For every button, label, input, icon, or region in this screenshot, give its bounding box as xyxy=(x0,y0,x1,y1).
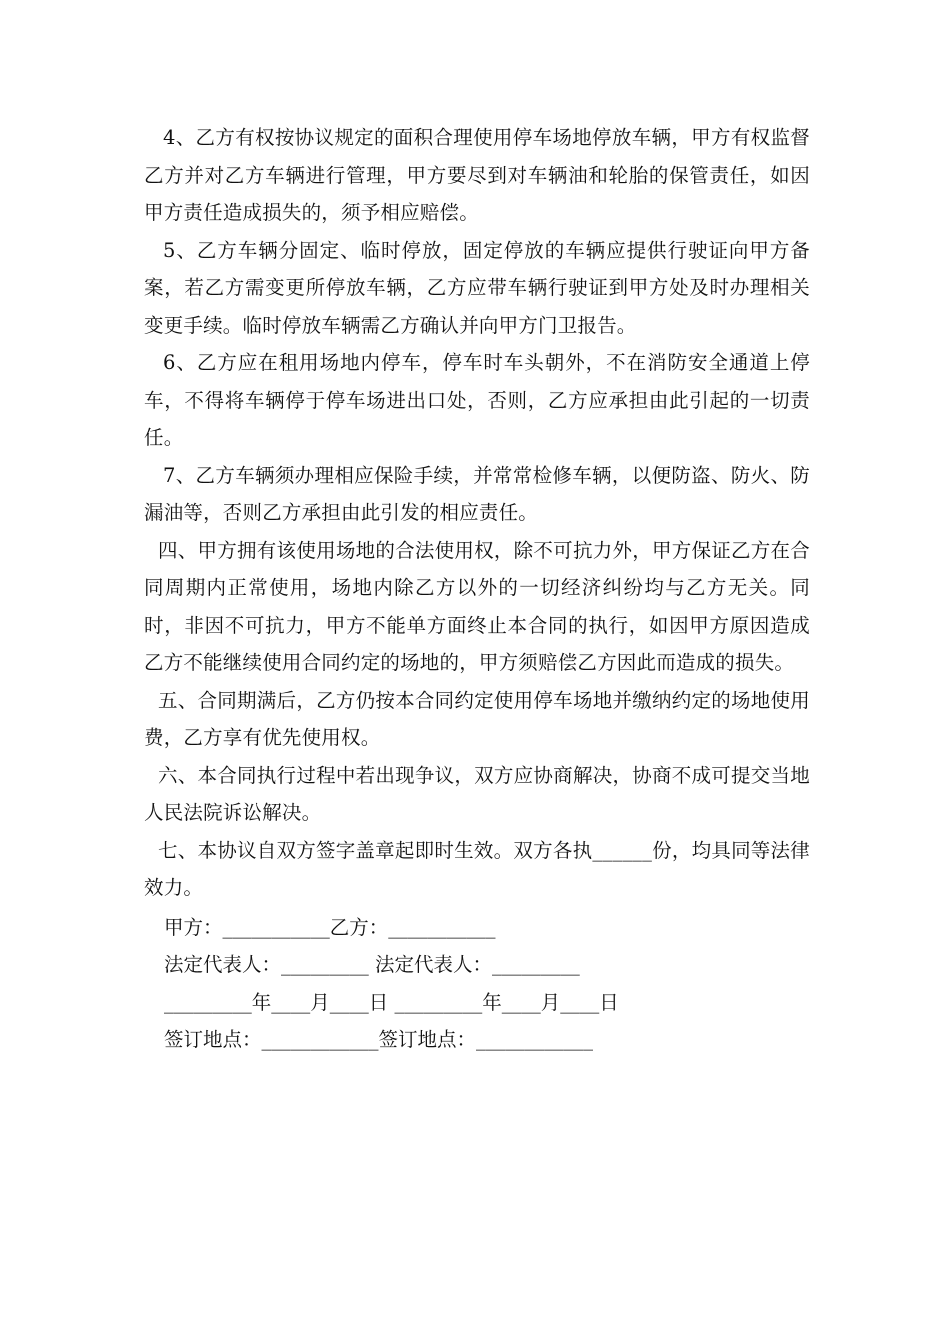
signature-parties: 甲方：___________乙方：___________ xyxy=(164,915,496,939)
clause-5: 5、乙方车辆分固定、临时停放，固定停放的车辆应提供行驶证向甲方备案，若乙方需变更所停放车辆，乙方应带车辆行驶证到甲方处及时办理相关变更手续。临时停放车辆需乙方确认并向甲方门卫报告。 xyxy=(144,238,810,337)
signature-legal-rep: 法定代表人：_________ 法定代表人：_________ xyxy=(164,953,580,976)
clause-6: 6、乙方应在租用场地内停车，停车时车头朝外，不在消防安全通道上停车，不得将车辆停于停车场进出口处，否则，乙方应承担由此引起的一切责任。 xyxy=(144,351,810,449)
clause-4: 4、乙方有权按协议规定的面积合理使用停车场地停放车辆，甲方有权监督乙方并对乙方车辆进行管理，甲方要尽到对车辆油和轮胎的保管责任，如因甲方责任造成损失的，须予相应赔偿。 xyxy=(144,126,810,224)
signature-dates: _________年____月____日 _________年____月____日 xyxy=(164,990,619,1014)
section-6: 六、本合同执行过程中若出现争议，双方应协商解决，协商不成可提交当地人民法院诉讼解决。 xyxy=(144,763,810,824)
contract-page xyxy=(144,119,810,1059)
section-7: 七、本协议自双方签字盖章起即时生效。双方各执______份，均具同等法律效力。 xyxy=(144,838,810,899)
signature-block xyxy=(144,909,810,1059)
section-4: 四、甲方拥有该使用场地的合法使用权，除不可抗力外，甲方保证乙方在合同周期内正常使用，场地内除乙方以外的一切经济纠纷均与乙方无关。同时，非因不可抗力，甲方不能单方面终止本合同的执行，如因甲方原因造成乙方不能继续使用合同约定的场地的，甲方须赔偿乙方因此而造成的损失。 xyxy=(144,538,810,674)
clause-7: 7、乙方车辆须办理相应保险手续，并常常检修车辆，以便防盗、防火、防漏油等，否则乙方承担由此引发的相应责任。 xyxy=(144,463,810,524)
section-5: 五、合同期满后，乙方仍按本合同约定使用停车场地并缴纳约定的场地使用费，乙方享有优先使用权。 xyxy=(144,688,810,749)
signature-place: 签订地点：____________签订地点：____________ xyxy=(164,1028,594,1051)
